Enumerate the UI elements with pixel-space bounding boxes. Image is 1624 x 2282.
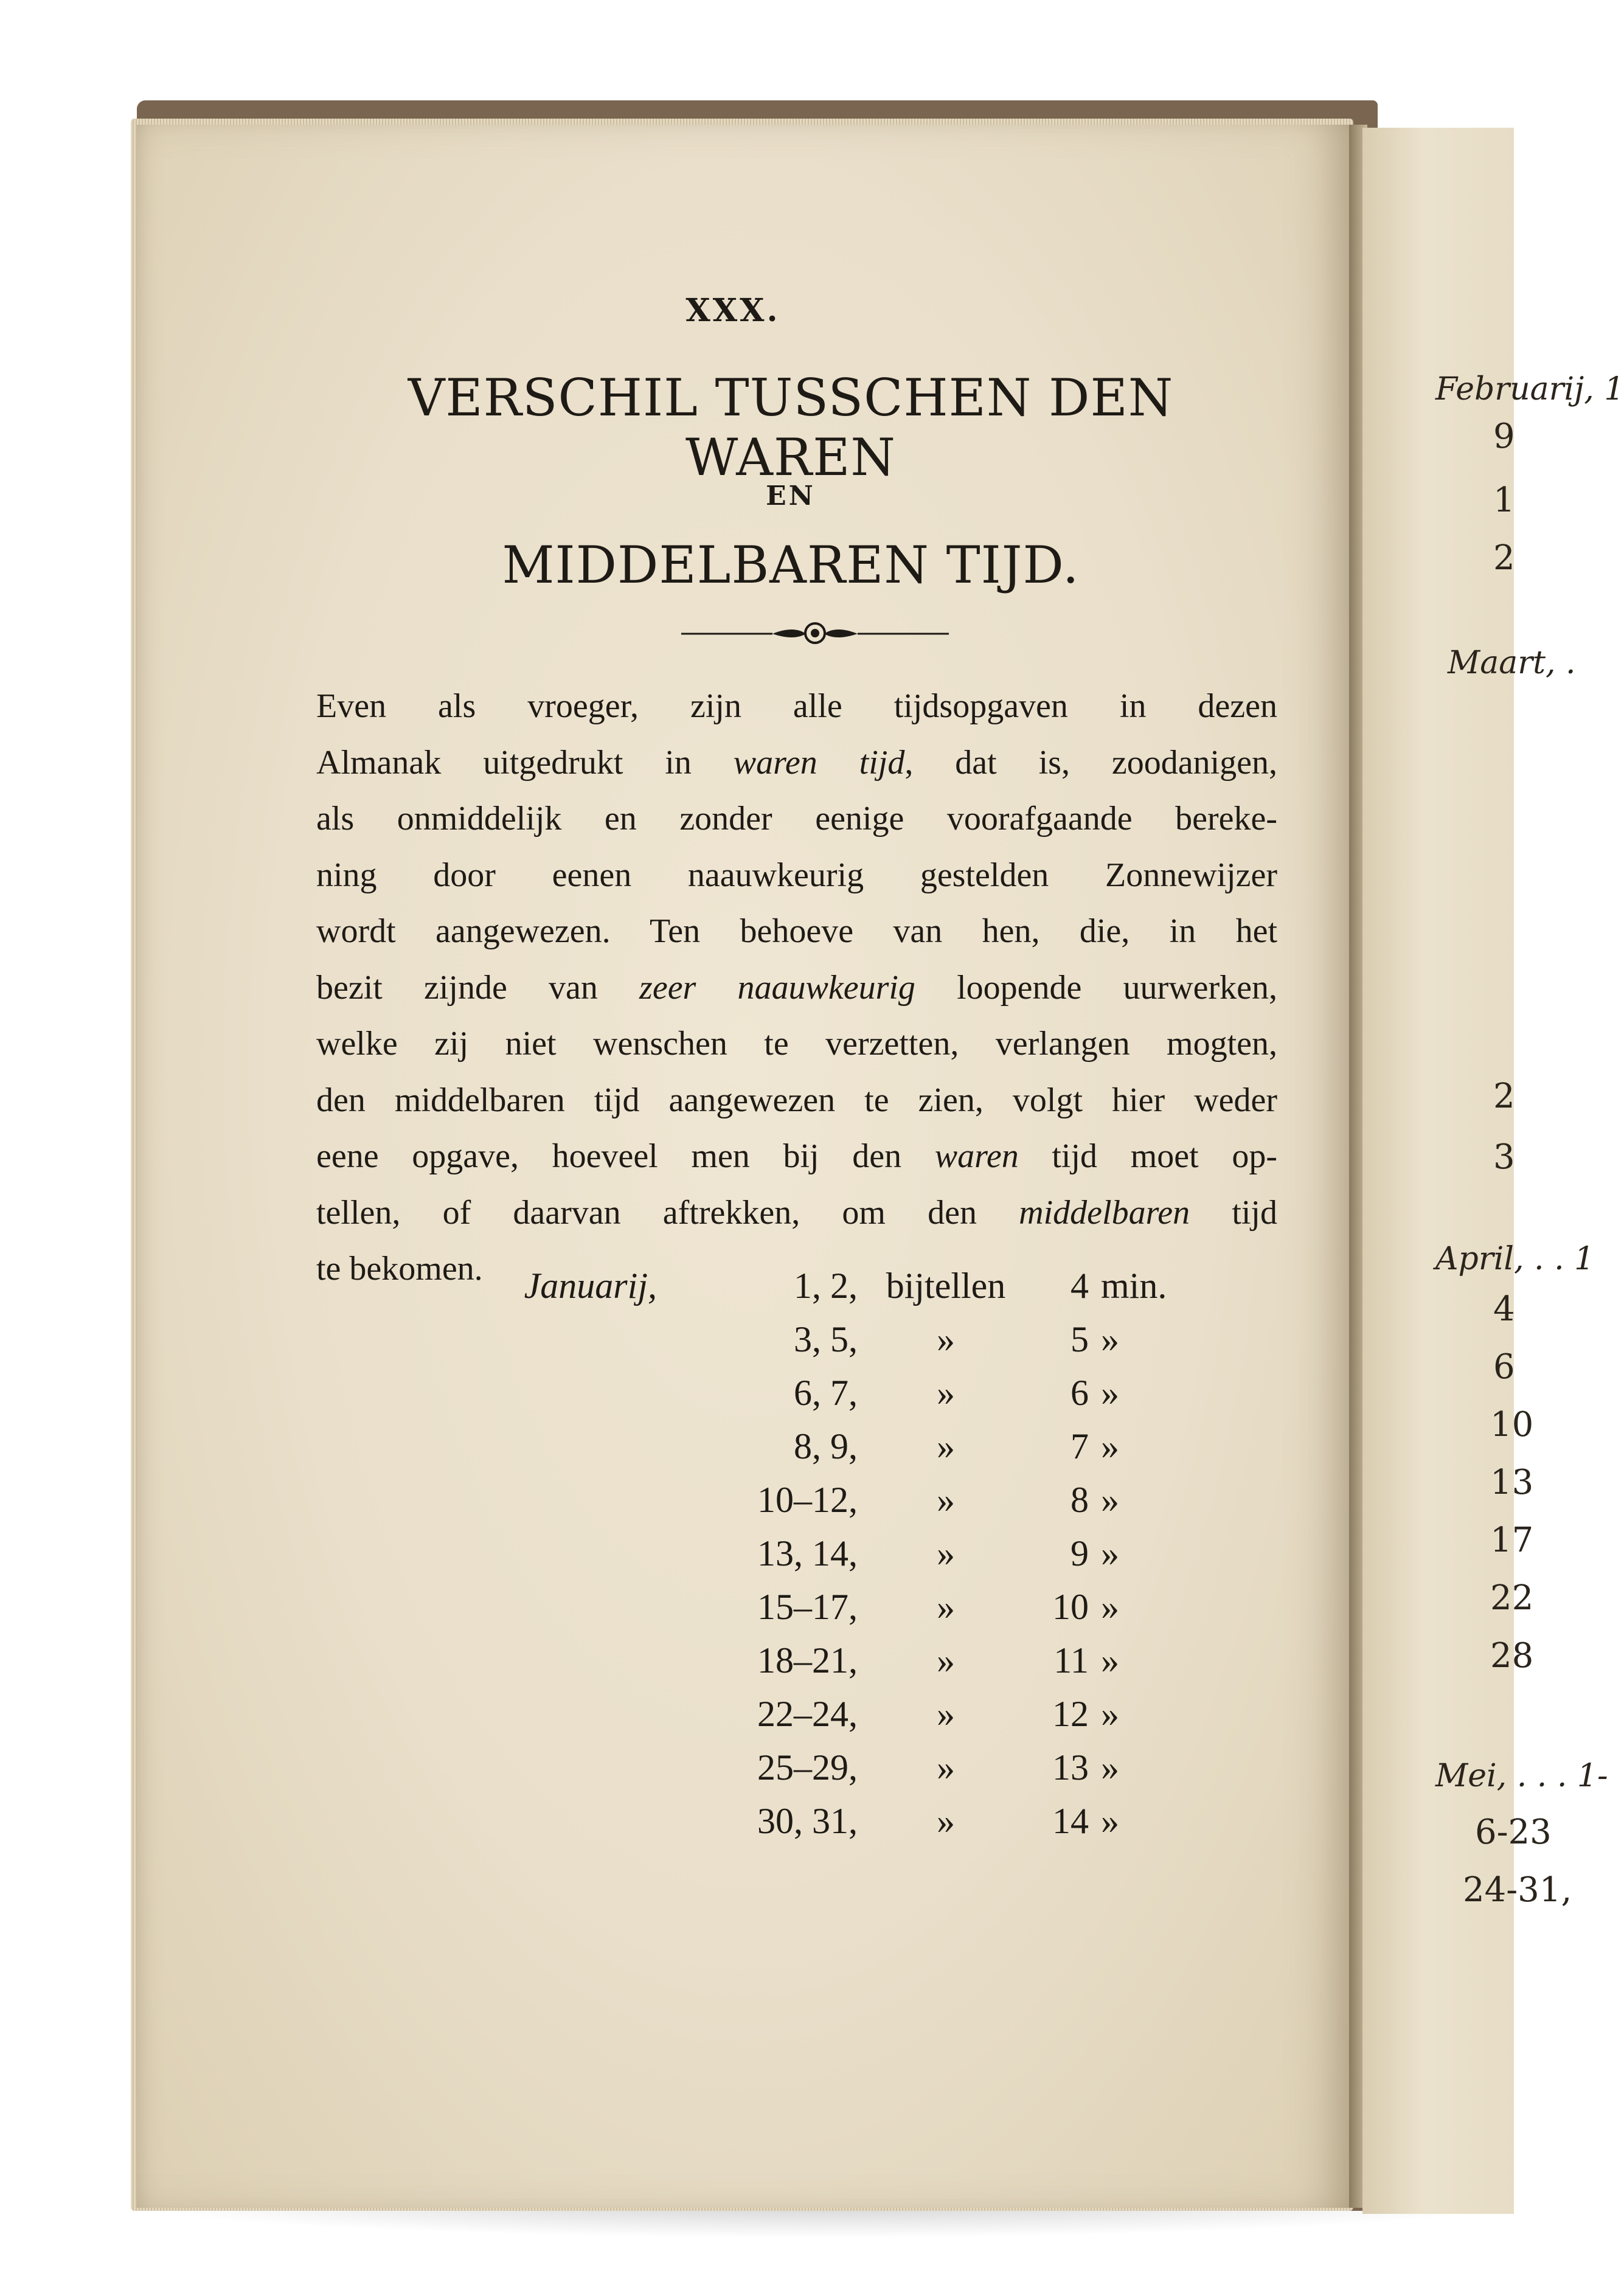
ditto-mark: »	[937, 1587, 955, 1627]
ditto-mark: »	[937, 1694, 955, 1734]
right-page-number: 4	[1493, 1289, 1515, 1329]
minutes-value: 8	[1071, 1480, 1089, 1520]
body-line-text: ning door eenen naauwkeurig gestelden Zonnewijzer	[316, 856, 1277, 894]
page-folio: XXX.	[685, 292, 780, 329]
body-line-text: bezit zijnde van	[316, 968, 640, 1007]
ditto-mark: »	[937, 1640, 955, 1680]
day-range: 25–29,	[757, 1747, 858, 1788]
minutes-value: 7	[1071, 1426, 1089, 1466]
table-row	[316, 1586, 1277, 1640]
table-row	[316, 1800, 1277, 1854]
day-range: 13, 14,	[757, 1533, 858, 1573]
page-title-line2: MIDDELBAREN TIJD.	[502, 535, 1080, 595]
body-line-emphasis: waren tijd	[733, 743, 905, 782]
right-page-number: 2	[1493, 538, 1515, 578]
body-line	[316, 960, 1277, 1016]
ditto-mark: »	[937, 1747, 955, 1788]
ditto-mark: »	[1101, 1801, 1119, 1841]
ditto-mark: »	[1101, 1694, 1119, 1734]
ditto-mark: »	[1101, 1426, 1119, 1466]
page-title-line1: VERSCHIL TUSSCHEN DEN WAREN	[408, 368, 1174, 487]
ditto-mark: »	[937, 1319, 955, 1359]
ditto-mark: »	[1101, 1480, 1119, 1520]
body-line-text: loopende uurwerken,	[915, 968, 1278, 1007]
minutes-value: 5	[1071, 1319, 1089, 1359]
day-range: 10–12,	[757, 1480, 858, 1520]
right-page-number: 17	[1490, 1521, 1534, 1560]
right-page-number: 10	[1490, 1405, 1534, 1444]
body-line-text: tellen, of daarvan aftrekken, om den	[316, 1193, 1019, 1232]
day-range: 8, 9,	[794, 1426, 858, 1466]
ditto-mark: »	[1101, 1533, 1119, 1573]
body-line	[316, 903, 1277, 960]
minutes-value: 13	[1052, 1747, 1089, 1788]
day-range: 22–24,	[757, 1694, 858, 1734]
right-page	[1362, 128, 1624, 2214]
day-range: 15–17,	[757, 1587, 858, 1627]
ditto-mark: »	[937, 1533, 955, 1573]
body-line	[316, 791, 1277, 847]
right-page-number: 24-31,	[1463, 1870, 1572, 1910]
minutes-value: 6	[1071, 1373, 1089, 1413]
right-page-number: 6-23	[1475, 1812, 1552, 1852]
right-page-number: 2	[1493, 1077, 1515, 1116]
table-row	[316, 1319, 1277, 1372]
table-row	[316, 1640, 1277, 1693]
day-range: 6, 7,	[794, 1373, 858, 1413]
right-page-april: April, . . 1	[1435, 1241, 1595, 1277]
body-line-text: als onmiddelijk en zonder eenige voorafgaande bereke-	[316, 800, 1277, 838]
body-line	[316, 735, 1277, 791]
ornament-divider-icon	[681, 614, 949, 651]
right-page-februarij: Februarij, 1	[1435, 371, 1624, 408]
ditto-mark: »	[1101, 1373, 1119, 1413]
minutes-value: 11	[1053, 1640, 1089, 1680]
ditto-mark: »	[1101, 1747, 1119, 1788]
body-line-text: eene opgave, hoeveel men bij den	[316, 1137, 935, 1175]
table-row	[316, 1372, 1277, 1426]
body-line-text: tijd moet op-	[1018, 1137, 1277, 1175]
right-page-number: 9	[1493, 417, 1515, 456]
action-label: bijtellen	[886, 1266, 1006, 1306]
table-row	[316, 1693, 1277, 1747]
body-line	[316, 1128, 1277, 1185]
body-paragraph	[316, 678, 1277, 1297]
day-range: 1, 2,	[794, 1266, 858, 1306]
body-line-text: tijd	[1190, 1193, 1277, 1232]
body-line-emphasis: zeer naauwkeurig	[639, 968, 915, 1007]
table-row	[316, 1747, 1277, 1800]
body-line-text: , dat is, zoodanigen,	[904, 743, 1277, 782]
minutes-value: 9	[1071, 1533, 1089, 1573]
day-range: 3, 5,	[794, 1319, 858, 1359]
minutes-value: 10	[1052, 1587, 1089, 1627]
right-page-number: 13	[1490, 1463, 1534, 1502]
ditto-mark: »	[1101, 1640, 1119, 1680]
page-title-en: EN	[766, 480, 816, 512]
body-line	[316, 1185, 1277, 1241]
right-page-number: 6	[1493, 1347, 1515, 1387]
month-label: Januarij,	[524, 1266, 657, 1306]
minutes-value: 14	[1052, 1801, 1089, 1841]
body-line-text: den middelbaren tijd aangewezen te zien, volgt hier weder	[316, 1081, 1277, 1119]
body-line	[316, 1072, 1277, 1129]
right-page-mei: Mei, . . . 1-	[1435, 1758, 1608, 1794]
body-line	[316, 1016, 1277, 1072]
ditto-mark: »	[1101, 1319, 1119, 1359]
right-page-number: 22	[1490, 1578, 1534, 1618]
ditto-mark: »	[937, 1801, 955, 1841]
ditto-mark: »	[937, 1480, 955, 1520]
body-line-text: te bekomen.	[316, 1250, 483, 1288]
body-line	[316, 847, 1277, 904]
table-row	[316, 1479, 1277, 1533]
table-row	[316, 1533, 1277, 1586]
minutes-value: 12	[1052, 1694, 1089, 1734]
day-range: 30, 31,	[757, 1801, 858, 1841]
body-line-emphasis: waren	[934, 1137, 1019, 1175]
ditto-mark: »	[937, 1373, 955, 1413]
minutes-value: 4	[1071, 1266, 1089, 1306]
table-row	[316, 1426, 1277, 1479]
body-line	[316, 678, 1277, 735]
right-page-maart: Maart, .	[1448, 645, 1576, 681]
right-page-number: 3	[1493, 1137, 1515, 1177]
body-line-text: wordt aangewezen. Ten behoeve van hen, die, in het	[316, 912, 1277, 950]
body-line-text: Almanak uitgedrukt in	[316, 743, 734, 782]
body-line-text: Even als vroeger, zijn alle tijdsopgaven in dezen	[316, 687, 1277, 725]
body-line-emphasis: middelbaren	[1019, 1193, 1190, 1232]
table-row	[316, 1265, 1277, 1319]
right-page-number: 28	[1490, 1636, 1534, 1676]
ditto-mark: »	[1101, 1587, 1119, 1627]
unit-label: min.	[1101, 1266, 1167, 1306]
day-range: 18–21,	[757, 1640, 858, 1680]
ditto-mark: »	[937, 1426, 955, 1466]
right-page-number: 1	[1493, 480, 1515, 520]
body-line-text: welke zij niet wenschen te verzetten, verlangen mogten,	[316, 1025, 1277, 1063]
